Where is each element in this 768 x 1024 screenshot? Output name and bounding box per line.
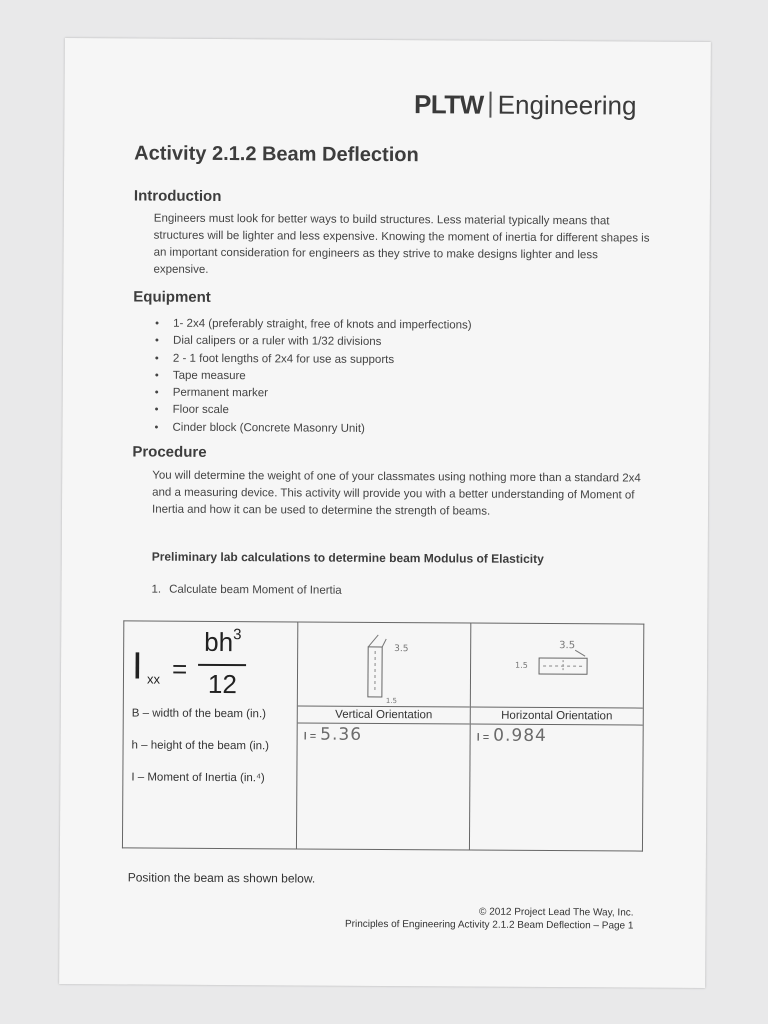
vertical-sketch-height: 3.5	[394, 644, 409, 655]
introduction-text: Engineers must look for better ways to build structures. Less material typically means that structures will be lighter and less expensive. Knowing the moment of inertia for different shapes is an important consideration for engineers as they strive to make designs lighter and less expensive.	[153, 212, 650, 276]
page-footer	[345, 905, 634, 933]
list-item: • 1- 2x4 (preferably straight, free of knots and imperfections)	[153, 316, 472, 335]
vertical-orientation-header: Vertical Orientation	[298, 705, 470, 724]
vertical-inertia-prefix: I =	[303, 730, 317, 743]
logo-divider	[490, 92, 492, 118]
footer-title: Principles of Engineering Activity 2.1.2 Beam Deflection – Page 1	[344, 918, 634, 932]
formula-numerator-text: bh	[204, 626, 234, 658]
list-item: • 2 - 1 foot lengths of 2x4 for use as supports	[153, 350, 472, 369]
page-title: Activity 2.1.2 Beam Deflection	[134, 142, 419, 167]
horizontal-inertia-value	[477, 726, 547, 746]
moment-of-inertia-table	[122, 620, 644, 851]
step-1	[151, 584, 341, 597]
fraction-bar	[198, 664, 246, 666]
list-item: • Floor scale	[153, 402, 472, 421]
vertical-inertia-handwritten: 5.36	[320, 724, 363, 745]
horizontal-inertia-prefix: I =	[476, 731, 490, 744]
procedure-heading: Procedure	[132, 443, 207, 461]
horizontal-inertia-handwritten: 0.984	[493, 725, 547, 746]
procedure-subheading: Preliminary lab calculations to determine beam Modulus of Elasticity	[151, 549, 544, 566]
formula-denominator: 12	[207, 668, 237, 700]
list-item: • Permanent marker	[153, 385, 472, 404]
position-instruction: Position the beam as shown below.	[127, 870, 316, 886]
formula-exponent: 3	[233, 626, 242, 644]
formula-lhs-subscript: xx	[146, 671, 161, 687]
list-item: • Cinder block (Concrete Masonry Unit)	[152, 419, 471, 438]
formula-cell	[122, 621, 297, 849]
horizontal-beam-sketch	[501, 632, 621, 693]
horizontal-orientation-cell	[469, 623, 643, 851]
vertical-inertia-value	[304, 725, 363, 745]
definition-width: B – width of the beam (in.)	[131, 707, 267, 721]
formula-equals: =	[171, 653, 188, 684]
vertical-sketch-width: 1.5	[385, 697, 398, 706]
formula-numerator	[204, 626, 241, 658]
horizontal-sketch-height: 1.5	[515, 660, 528, 670]
vertical-beam-sketch	[350, 629, 430, 705]
vertical-orientation-cell	[296, 622, 470, 850]
horizontal-orientation-header: Horizontal Orientation	[471, 707, 643, 726]
list-item: • Dial calipers or a ruler with 1/32 divisions	[153, 333, 472, 352]
definition-inertia: I – Moment of Inertia (in.⁴)	[131, 771, 265, 785]
list-item: • Tape measure	[153, 367, 472, 386]
equipment-heading: Equipment	[133, 288, 211, 306]
procedure-text: You will determine the weight of one of your classmates using nothing more than a standard 2x4 and a measuring device. This activity will provide you with a better understanding of Moment of Inertia and how it can be used to determine the strength of beams.	[151, 469, 641, 518]
formula-lhs: I	[131, 645, 143, 688]
equipment-list	[152, 316, 471, 439]
horizontal-sketch-width: 3.5	[559, 640, 576, 652]
step-text: Calculate beam Moment of Inertia	[169, 583, 342, 597]
logo-department: Engineering	[497, 89, 637, 121]
introduction-heading: Introduction	[133, 187, 222, 205]
document-page	[59, 38, 711, 988]
logo-brand: PLTW	[413, 89, 484, 120]
moment-of-inertia-formula	[132, 623, 292, 704]
copyright: © 2012 Project Lead The Way, Inc.	[479, 906, 634, 919]
definition-height: h – height of the beam (in.)	[131, 739, 270, 753]
step-number: 1.	[151, 583, 162, 596]
pltw-logo	[414, 89, 637, 121]
